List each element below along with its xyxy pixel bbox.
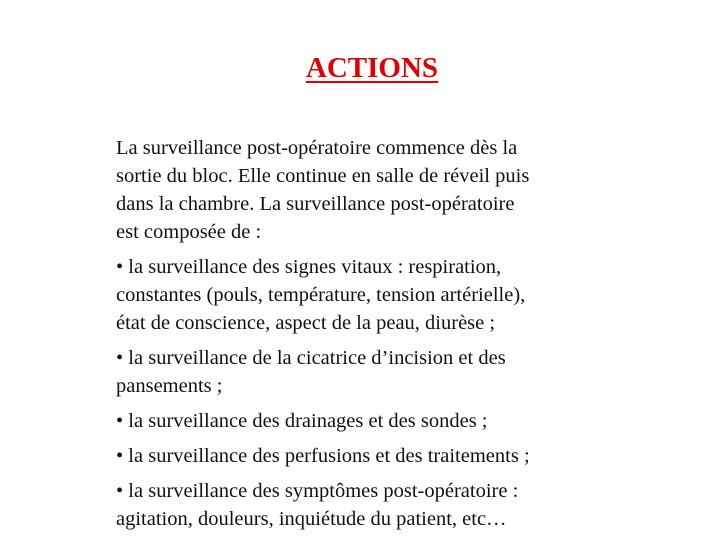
text-line: • la surveillance des signes vitaux : respiration, <box>116 256 502 278</box>
text-line: constantes (pouls, température, tension artérielle), <box>116 284 526 306</box>
text-line: La surveillance post-opératoire commence dès la <box>116 137 518 159</box>
text-line: sortie du bloc. Elle continue en salle de réveil puis <box>116 165 530 187</box>
text-line: agitation, douleurs, inquiétude du patient, etc… <box>116 508 507 530</box>
text-line: • la surveillance des perfusions et des traitements ; <box>116 445 530 467</box>
text-line: • la surveillance des drainages et des sondes ; <box>116 410 488 432</box>
intro-paragraph <box>116 134 716 246</box>
text-line: pansements ; <box>116 375 223 397</box>
bullet-item <box>116 253 716 337</box>
text-line: • la surveillance des symptômes post-opératoire : <box>116 480 519 502</box>
bullet-item <box>116 407 716 435</box>
slide-body <box>116 134 716 540</box>
text-line: est composée de : <box>116 221 262 243</box>
slide-title: ACTIONS <box>305 52 439 84</box>
bullet-item <box>116 442 716 470</box>
text-line: • la surveillance de la cicatrice d’incision et des <box>116 347 506 369</box>
bullet-item <box>116 344 716 400</box>
text-line: dans la chambre. La surveillance post-opératoire <box>116 193 515 215</box>
bullet-item <box>116 477 716 533</box>
text-line: état de conscience, aspect de la peau, diurèse ; <box>116 312 496 334</box>
